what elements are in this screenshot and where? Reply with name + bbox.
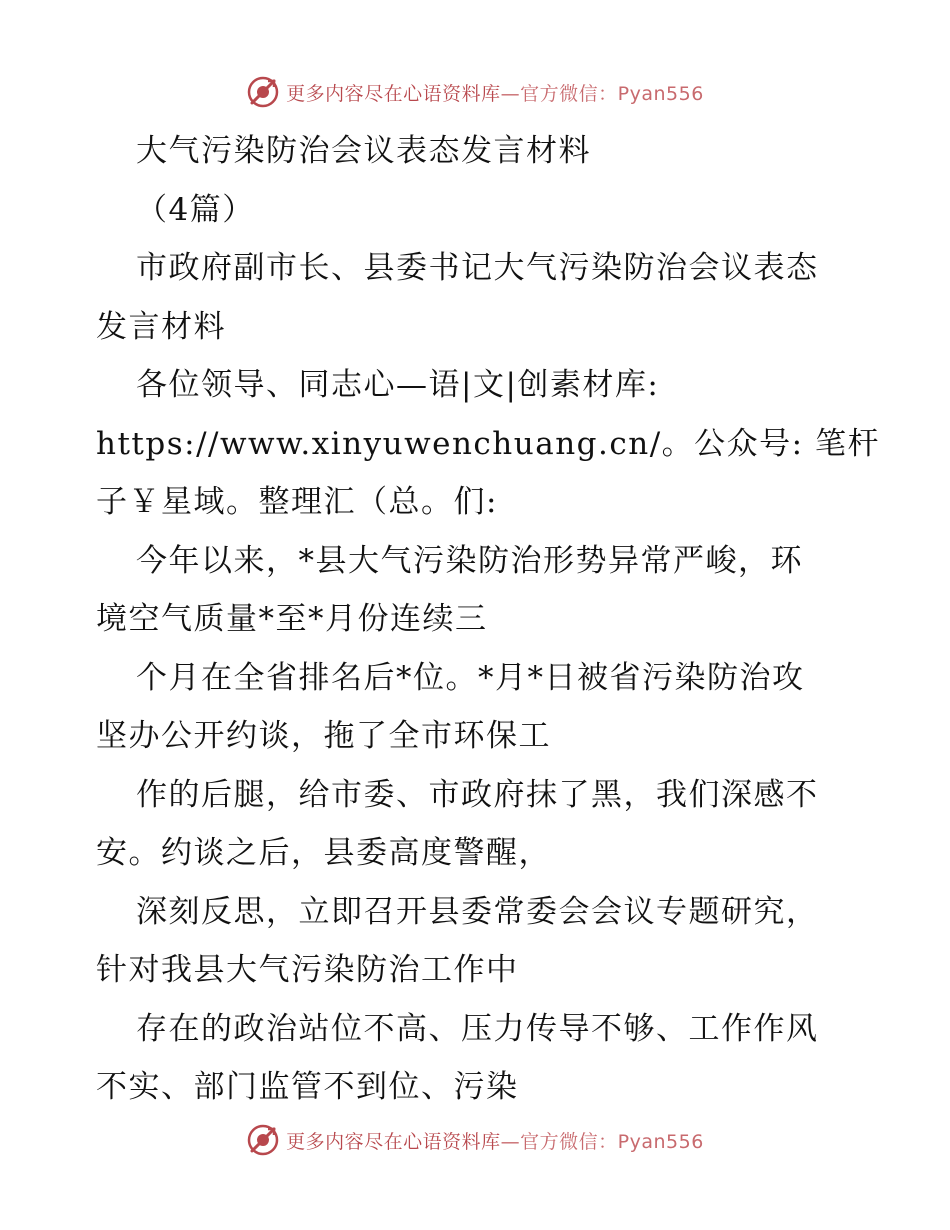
doc-line: 针对我县大气污染防治工作中: [96, 952, 519, 988]
doc-line: 市政府副市长、县委书记大气污染防治会议表态: [136, 250, 819, 286]
doc-line: 今年以来，*县大气污染防治形势异常严峻，环: [136, 542, 803, 579]
brand-logo-icon: [246, 1123, 280, 1157]
doc-line-url: https://www.xinyuwenchuang.cn/。公众号: 笔杆: [96, 425, 880, 462]
doc-line: 坚办公开约谈，拖了全市环保工: [96, 718, 551, 754]
watermark-contact: —官方微信：Pyan556: [500, 82, 704, 105]
document-body: [96, 122, 880, 1117]
doc-line-title: 大气污染防治会议表态发言材料: [136, 133, 591, 169]
doc-line: 境空气质量*至*月份连续三: [96, 601, 488, 637]
doc-line: 作的后腿，给市委、市政府抹了黑，我们深感不: [136, 776, 819, 813]
doc-line: 发言材料: [96, 308, 226, 345]
brand-logo-icon: [246, 75, 280, 109]
doc-line: 深刻反思，立即召开县委常委会会议专题研究，: [136, 893, 819, 930]
watermark-header: [0, 72, 950, 112]
watermark-text: 更多内容尽在心语资料库: [286, 1130, 501, 1153]
watermark-text: 更多内容尽在心语资料库: [286, 82, 501, 105]
doc-line-salutation: 各位领导、同志心—语|文|创素材库:: [136, 367, 660, 403]
doc-line-subtitle: （4篇）: [136, 191, 255, 228]
doc-line: 子￥星域。整理汇（总。们:: [96, 484, 498, 520]
doc-line: 个月在全省排名后*位。*月*日被省污染防治攻: [136, 659, 805, 696]
doc-line: 存在的政治站位不高、压力传导不够、工作作风: [136, 1010, 819, 1047]
watermark-contact: —官方微信：Pyan556: [500, 1130, 704, 1153]
watermark-footer: [0, 1120, 950, 1160]
doc-line: 不实、部门监管不到位、污染: [96, 1069, 519, 1105]
doc-line: 安。约谈之后，县委高度警醒，: [96, 835, 551, 871]
